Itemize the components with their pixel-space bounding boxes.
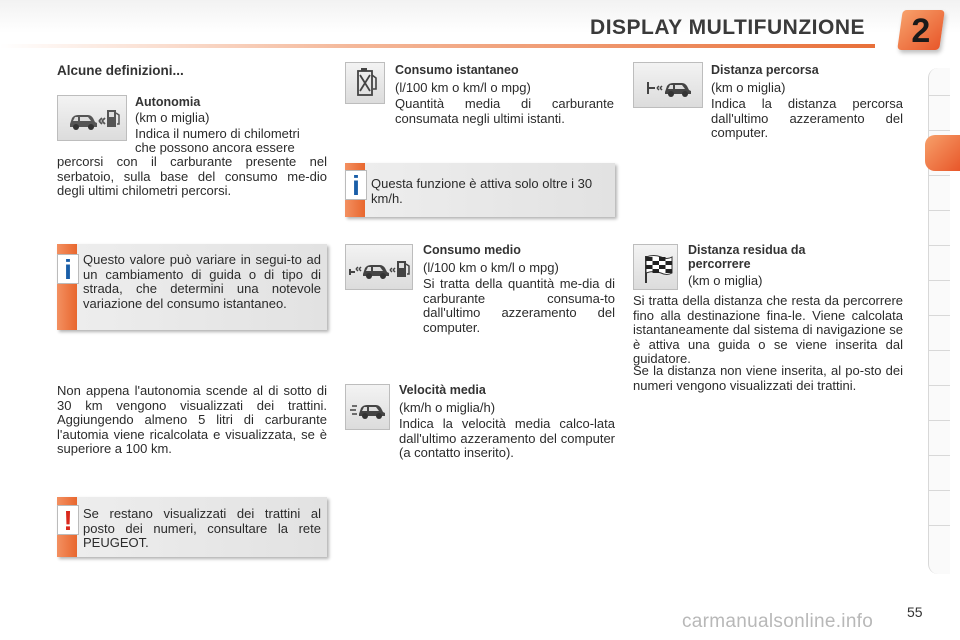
chapter-tab-divider xyxy=(928,490,950,491)
distanza-percorsa-body: Indica la distanza percorsa dall'ultimo azzeramento del computer. xyxy=(711,96,903,140)
page-number: 55 xyxy=(907,604,923,620)
chapter-tab-active xyxy=(925,135,960,171)
consumo-medio-body: Si tratta della quantità me-dia di carburante consuma-to dall'ultimo azzeramento del computer. xyxy=(423,276,615,335)
consumo-medio-title: Consumo medio xyxy=(423,243,521,257)
consumo-istantaneo-body: Quantità media di carburante consumata negli ultimi istanti. xyxy=(395,96,614,126)
info-note-variation xyxy=(57,244,327,330)
velocita-media-title: Velocità media xyxy=(399,383,486,397)
autonomia-body-line3: percorsi con il carburante presente nel serbatoio, sulla base del consumo me-dio degli ultimi chilometri percorsi. xyxy=(57,154,327,198)
autonomia-body-line2: che possono ancora essere xyxy=(135,140,295,155)
chapter-tab-divider xyxy=(928,245,950,246)
header-rule xyxy=(0,44,875,48)
chapter-tab-divider xyxy=(928,525,950,526)
distanza-residua-title-line2: percorrere xyxy=(688,257,751,271)
warning-icon: ! xyxy=(57,505,79,535)
warning-note-dashes xyxy=(57,497,327,557)
consumo-medio-unit: (l/100 km o km/l o mpg) xyxy=(423,260,559,275)
autonomia-unit: (km o miglia) xyxy=(135,110,210,125)
chapter-tab-divider xyxy=(928,95,950,96)
note-variation-text: Questo valore può variare in segui-to ad un cambiamento di guida o di tipo di strada, che determini una notevole variazione del consumo istantaneo. xyxy=(83,252,321,311)
distanza-residua-body-1: Si tratta della distanza che resta da percorrere fino alla destinazione fina-le. Viene calcolata istantaneamente dal sistema di navigazione se è attiva una guida o se viene inserita dal guidatore. xyxy=(633,293,903,366)
chapter-tab-divider xyxy=(928,455,950,456)
chapter-tab-divider xyxy=(928,175,950,176)
chapter-tab-divider xyxy=(928,280,950,281)
watermark: carmanualsonline.info xyxy=(682,611,874,632)
note-speed-text: Questa funzione è attiva solo oltre i 30 km/h. xyxy=(371,176,593,206)
range-icon xyxy=(57,95,127,141)
distance-travelled-icon xyxy=(633,62,703,108)
instant-consumption-icon xyxy=(345,62,385,104)
chapter-tab-divider xyxy=(928,315,950,316)
average-speed-icon xyxy=(345,384,390,430)
consumo-istantaneo-unit: (l/100 km o km/l o mpg) xyxy=(395,80,531,95)
chapter-tab-divider xyxy=(928,420,950,421)
distanza-residua-title-line1: Distanza residua da xyxy=(688,243,806,257)
autonomia-title: Autonomia xyxy=(135,95,201,109)
checkered-flag-icon xyxy=(633,244,678,290)
consumo-istantaneo-title: Consumo istantaneo xyxy=(395,63,519,77)
section-title: Alcune definizioni... xyxy=(57,63,184,78)
velocita-media-body: Indica la velocità media calco-lata dall'ultimo azzeramento del computer (a contatto inserito). xyxy=(399,416,615,460)
autonomia-reset-text: Non appena l'autonomia scende al di sotto di 30 km vengono visualizzati dei trattini. Aggiungendo almeno 5 litri di carburante l'automia viene ricalcolata e visualizzata, se è superiore a 100 km. xyxy=(57,383,327,456)
info-icon: i xyxy=(345,170,367,200)
info-icon: i xyxy=(57,254,79,284)
distanza-percorsa-unit: (km o miglia) xyxy=(711,80,786,95)
distanza-residua-body-2: Se la distanza non viene inserita, al po-sto dei numeri vengono visualizzati dei trattini. xyxy=(633,363,903,393)
warning-dashes-text: Se restano visualizzati dei trattini al posto dei numeri, consultare la rete PEUGEOT. xyxy=(83,506,321,550)
chapter-tab-divider xyxy=(928,350,950,351)
autonomia-body-line1: Indica il numero di chilometri xyxy=(135,126,300,141)
distanza-residua-unit: (km o miglia) xyxy=(688,273,763,288)
chapter-tab-divider xyxy=(928,385,950,386)
distanza-percorsa-title: Distanza percorsa xyxy=(711,63,819,77)
chapter-tab-divider xyxy=(928,130,950,131)
chapter-number: 2 xyxy=(911,12,931,50)
chapter-badge xyxy=(897,10,945,50)
average-consumption-icon xyxy=(345,244,413,290)
info-note-speed xyxy=(345,163,615,217)
velocita-media-unit: (km/h o miglia/h) xyxy=(399,400,496,415)
chapter-tab-divider xyxy=(928,210,950,211)
page-title: DISPLAY MULTIFUNZIONE xyxy=(590,16,865,39)
